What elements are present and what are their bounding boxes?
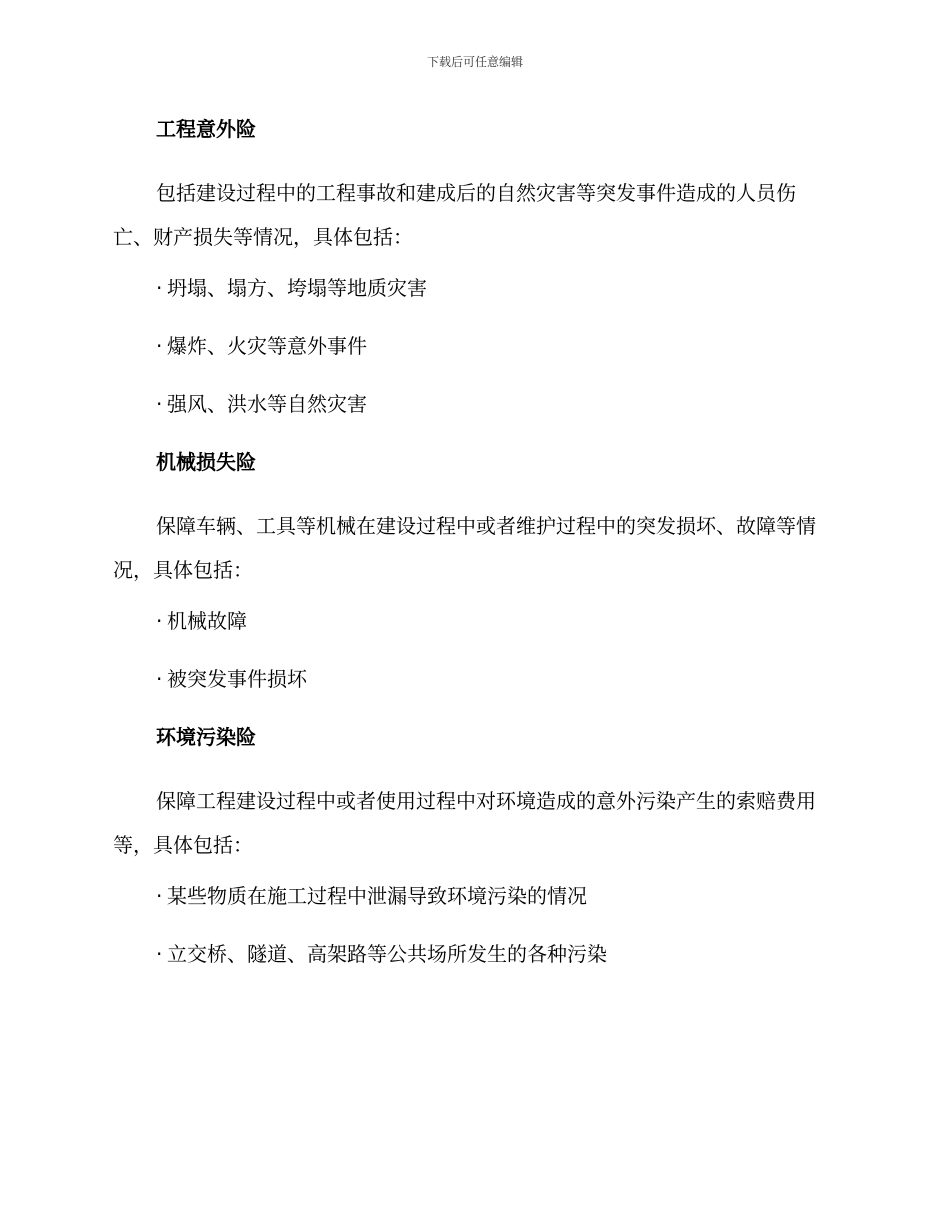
bullet-item: [113, 663, 833, 695]
bullet-item: [113, 880, 833, 912]
bullet-text: 机械故障: [167, 609, 247, 633]
section-title: 环境污染险: [156, 725, 256, 749]
bullet-text: 强风、洪水等自然灾害: [167, 392, 367, 416]
bullet-item: [113, 388, 833, 420]
bullet-text: 爆炸、火灾等意外事件: [167, 334, 367, 358]
section-environmental-pollution: [113, 721, 833, 970]
section-paragraph: 包括建设过程中的工程事故和建成后的自然灾害等突发事件造成的人员伤亡、财产损失等情况，具体包括：: [113, 181, 796, 249]
bullet-item: [113, 272, 833, 304]
bullet-text: 坍塌、塌方、垮塌等地质灾害: [167, 276, 427, 300]
bullet-marker: ·: [156, 884, 163, 908]
bullet-item: [113, 605, 833, 637]
section-machinery-loss: [113, 446, 833, 695]
section-title: 工程意外险: [156, 117, 256, 141]
bullet-marker: ·: [156, 276, 163, 300]
section-paragraph: 保障工程建设过程中或者使用过程中对环境造成的意外污染产生的索赔费用等，具体包括：: [113, 789, 816, 857]
document-body: [113, 113, 833, 996]
bullet-text: 被突发事件损坏: [167, 667, 307, 691]
bullet-text: 某些物质在施工过程中泄漏导致环境污染的情况: [167, 884, 587, 908]
bullet-marker: ·: [156, 942, 163, 966]
bullet-marker: ·: [156, 392, 163, 416]
bullet-marker: ·: [156, 609, 163, 633]
bullet-item: [113, 330, 833, 362]
section-engineering-accident: [113, 113, 833, 420]
section-paragraph: 保障车辆、工具等机械在建设过程中或者维护过程中的突发损坏、故障等情况，具体包括：: [113, 514, 816, 582]
bullet-marker: ·: [156, 334, 163, 358]
bullet-marker: ·: [156, 667, 163, 691]
header-note: 下载后可任意编辑: [426, 55, 523, 69]
section-title: 机械损失险: [156, 450, 256, 474]
bullet-item: [113, 938, 833, 970]
bullet-text: 立交桥、隧道、高架路等公共场所发生的各种污染: [167, 942, 607, 966]
